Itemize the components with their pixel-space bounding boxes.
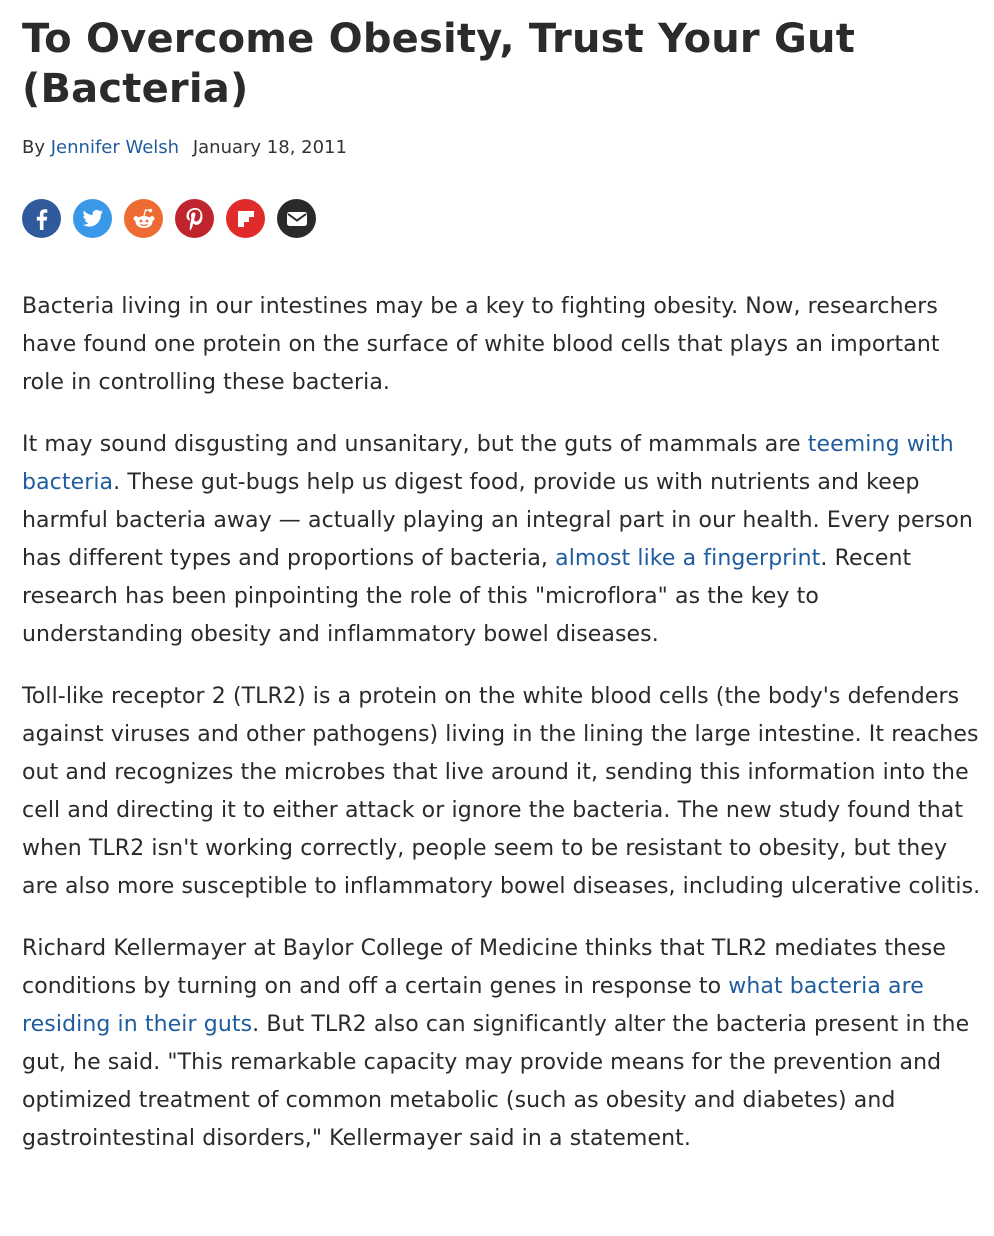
reddit-icon [131, 207, 157, 231]
paragraph-text: Richard Kellermayer at Baylor College of Medicine thinks that TLR2 mediates these conditions by turning on and off a certain genes in response to [22, 936, 946, 999]
publish-date: January 18, 2011 [192, 137, 347, 158]
byline-prefix: By [22, 137, 46, 158]
twitter-share-button[interactable] [73, 199, 112, 238]
fingerprint-link[interactable]: almost like a fingerprint [555, 546, 821, 571]
reddit-share-button[interactable] [124, 199, 163, 238]
paragraph-text: . Recent research has been pinpointing the role of this "microflora" as the key to understanding obesity and inflammatory bowel diseases. [22, 546, 912, 647]
article-body [22, 288, 982, 1158]
gut-bacteria-link[interactable]: what bacteria are residing in their guts [22, 974, 924, 1037]
twitter-icon [82, 209, 104, 229]
teeming-with-bacteria-link[interactable]: teeming with bacteria [22, 432, 954, 495]
paragraph [22, 426, 982, 654]
share-bar [22, 199, 982, 238]
byline [22, 136, 982, 160]
paragraph [22, 288, 982, 402]
flipboard-share-button[interactable] [226, 199, 265, 238]
paragraph-text: . These gut-bugs help us digest food, provide us with nutrients and keep harmful bacteria away — actually playing an integral part in our health. Every person has different types and proportions of bacteria, [22, 470, 973, 571]
paragraph-text: Toll-like receptor 2 (TLR2) is a protein on the white blood cells (the body's defenders against viruses and other pathogens) living in the lining the large intestine. It reaches out and recognizes the microbes that live around it, sending this information into the cell and directing it to either attack or ignore the bacteria. The new study found that when TLR2 isn't working correctly, people seem to be resistant to obesity, but they are also more susceptible to inflammatory bowel diseases, including ulcerative colitis. [22, 684, 981, 899]
author-link[interactable]: Jennifer Welsh [50, 137, 180, 158]
pinterest-icon [185, 207, 205, 231]
paragraph-text: It may sound disgusting and unsanitary, but the guts of mammals are [22, 432, 808, 457]
email-share-button[interactable] [277, 199, 316, 238]
paragraph [22, 930, 982, 1158]
paragraph-text: . But TLR2 also can significantly alter the bacteria present in the gut, he said. "This remarkable capacity may provide means for the prevention and optimized treatment of common metabolic (such as obesity and diabetes) and gastrointestinal disorders," Kellermayer said in a statement. [22, 1012, 970, 1151]
pinterest-share-button[interactable] [175, 199, 214, 238]
email-icon [285, 210, 309, 228]
flipboard-icon [236, 209, 256, 229]
facebook-share-button[interactable] [22, 199, 61, 238]
facebook-icon [32, 208, 52, 230]
paragraph [22, 678, 982, 906]
paragraph-text: Bacteria living in our intestines may be a key to fighting obesity. Now, researchers have found one protein on the surface of white blood cells that plays an important role in controlling these bacteria. [22, 294, 940, 395]
article-title: To Overcome Obesity, Trust Your Gut (Bacteria) [22, 16, 856, 112]
